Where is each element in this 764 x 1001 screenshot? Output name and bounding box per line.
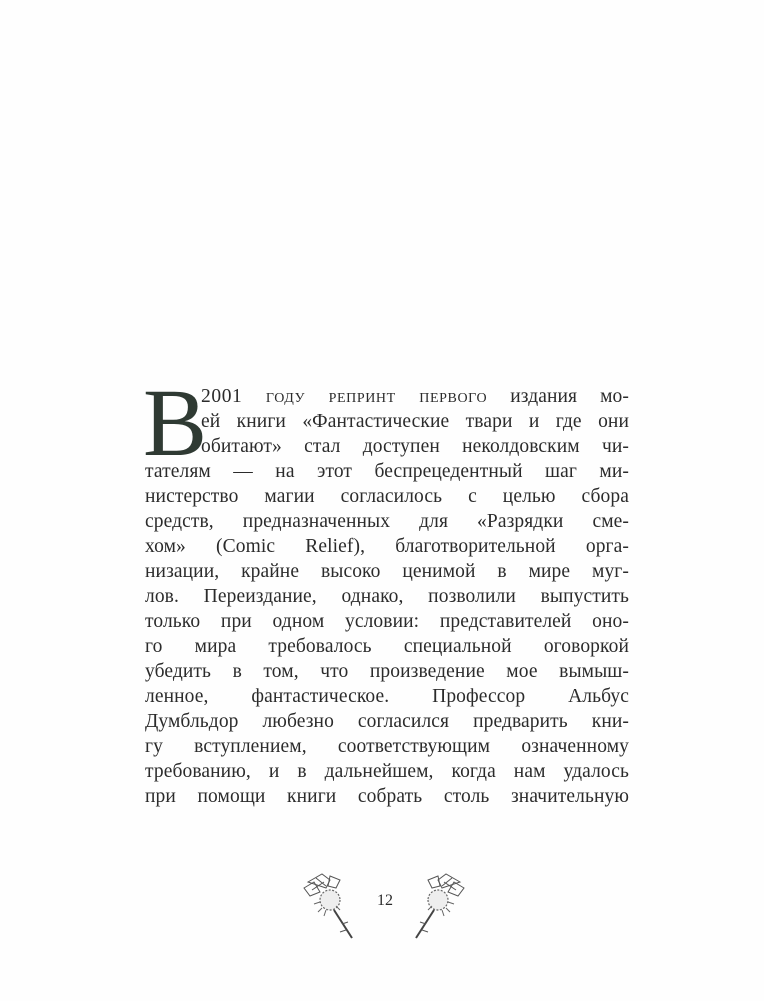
body-text bbox=[143, 369, 629, 809]
text-line-7: хом» (Comic Relief), благотворительной орга- bbox=[145, 536, 629, 557]
first-line-rest: издания мо- bbox=[510, 386, 629, 407]
text-line-1 bbox=[145, 384, 629, 409]
thistle-ornament-right-icon bbox=[404, 872, 468, 944]
drop-cap: В bbox=[143, 369, 208, 476]
text-line-10: только при одном условии: представителей оно- bbox=[145, 611, 629, 632]
text-line-3: обитают» стал доступен неколдовским чи- bbox=[201, 436, 629, 457]
text-line-8: низации, крайне высоко ценимой в мире муг- bbox=[145, 561, 629, 582]
text-line-17: при помощи книги собрать столь значительную bbox=[145, 786, 629, 807]
text-line-6: средств, предназначенных для «Разрядки сме- bbox=[145, 511, 629, 532]
text-line-14: Думбльдор любезно согласился предварить кни- bbox=[145, 711, 629, 732]
page-footer bbox=[0, 870, 764, 945]
text-line-15: гу вступлением, соответствующим означенному bbox=[145, 736, 629, 757]
text-line-16: требованию, и в дальнейшем, когда нам удалось bbox=[145, 761, 629, 782]
text-line-2: ей книги «Фантастические твари и где они bbox=[201, 411, 629, 432]
text-line-11: го мира требовалось специальной оговоркой bbox=[145, 636, 629, 657]
text-line-4: тателям — на этот беспрецедентный шаг ми- bbox=[145, 461, 629, 482]
thistle-ornament-left-icon bbox=[300, 872, 364, 944]
page-number: 12 bbox=[377, 892, 393, 909]
text-line-13: ленное, фантастическое. Профессор Альбус bbox=[145, 686, 629, 707]
text-line-12: убедить в том, что произведение мое вымыш- bbox=[145, 661, 629, 682]
text-line-5: нистерство магии согласилось с целью сбора bbox=[145, 486, 629, 507]
smallcaps-lead: 2001 году репринт первого bbox=[201, 386, 488, 407]
text-line-9: лов. Переиздание, однако, позволили выпустить bbox=[145, 586, 629, 607]
